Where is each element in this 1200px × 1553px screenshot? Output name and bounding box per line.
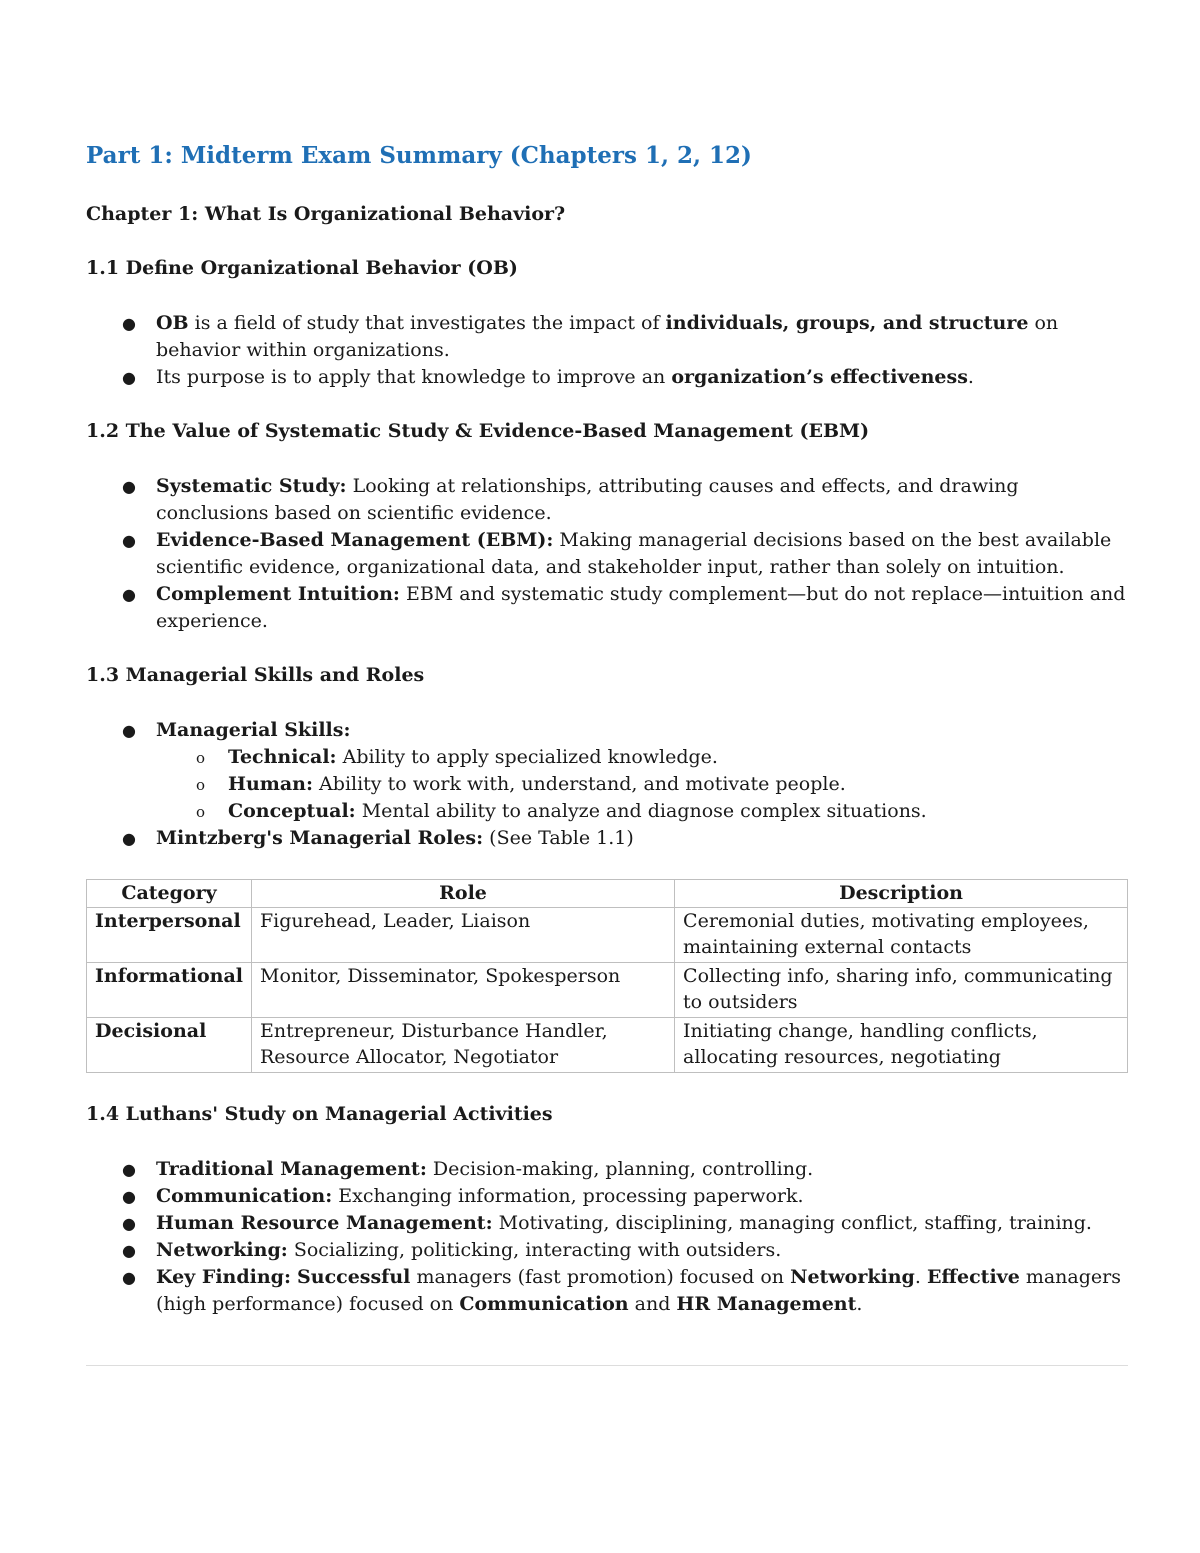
bullet-icon: ● [122,1268,136,1287]
table-header-row [87,880,1128,908]
section-1-3-list [86,717,1128,852]
bullet-icon: ● [122,1160,136,1179]
table-cell: Decisional [87,1018,252,1073]
column-header: Role [251,880,674,908]
list-item [86,1237,1128,1264]
skills-sublist [156,744,1128,825]
part-title: Part 1: Midterm Exam Summary (Chapters 1, 2, 12) [86,142,752,169]
text: Socializing, politicking, interacting with outsiders. [287,1239,782,1261]
text: on behavior within organizations. [156,312,1059,361]
term: Communication: [156,1185,333,1207]
term: Human Resource Management: [156,1212,493,1234]
bullet-icon: ● [122,477,136,496]
section-1-2-list [86,473,1128,635]
text: is a field of study that investigates the impact of [188,312,666,334]
column-header: Description [675,880,1128,908]
list-item [86,581,1128,635]
list-item [86,473,1128,527]
text: Ability to work with, understand, and motivate people. [313,773,846,795]
column-header: Category [87,880,252,908]
circle-bullet-icon: o [196,803,206,821]
text: EBM and systematic study complement—but do not replace—intuition and experience. [156,583,1126,632]
section-1-1-heading: 1.1 Define Organizational Behavior (OB) [86,257,518,279]
table-cell: Interpersonal [87,908,252,963]
text: Its purpose is to apply that knowledge to improve an [156,366,672,388]
list-item [86,1183,1128,1210]
circle-bullet-icon: o [196,749,206,767]
bullet-icon: ● [122,721,136,740]
bullet-icon: ● [122,368,136,387]
table-row [87,908,1128,963]
term: Complement Intuition: [156,583,400,605]
list-item [86,364,1128,391]
text: Looking at relationships, attributing causes and effects, and drawing conclusions based on scientific evidence. [156,475,1019,524]
text: managers (fast promotion) focused on [410,1266,791,1288]
table-cell: Collecting info, sharing info, communicating to outsiders [675,963,1128,1018]
section-1-1-list [86,310,1128,391]
text: managers (high performance) focused on [156,1266,1121,1315]
term: Technical: [228,746,337,768]
text: . [967,366,974,388]
text: Exchanging information, processing paperwork. [332,1185,804,1207]
table-row [87,1018,1128,1073]
bullet-icon: ● [122,1187,136,1206]
list-item [86,717,1128,825]
section-1-4-list [86,1156,1128,1318]
table-cell: Ceremonial duties, motivating employees, maintaining external contacts [675,908,1128,963]
term: Communication [459,1293,629,1315]
term: Successful [297,1266,411,1288]
term: Conceptual: [228,800,356,822]
table-cell: Monitor, Disseminator, Spokesperson [251,963,674,1018]
list-item [86,1156,1128,1183]
term: Networking: [156,1239,288,1261]
list-item [86,825,1128,852]
section-1-2-heading: 1.2 The Value of Systematic Study & Evidence-Based Management (EBM) [86,420,870,442]
table-row [87,963,1128,1018]
text: Mental ability to analyze and diagnose complex situations. [355,800,927,822]
term: Systematic Study: [156,475,347,497]
term: individuals, groups, and structure [665,312,1029,334]
bullet-icon: ● [122,1241,136,1260]
sublist-item [156,744,1128,771]
section-1-3-heading: 1.3 Managerial Skills and Roles [86,664,425,686]
table-cell: Entrepreneur, Disturbance Handler, Resource Allocator, Negotiator [251,1018,674,1073]
term: Traditional Management: [156,1158,427,1180]
bullet-icon: ● [122,314,136,333]
text: Decision-making, planning, controlling. [426,1158,814,1180]
term: Managerial Skills: [156,719,351,741]
term: OB [156,312,189,334]
bullet-icon: ● [122,585,136,604]
sublist-item [156,798,1128,825]
list-item [86,1210,1128,1237]
text: (See Table 1.1) [483,827,634,849]
text: Motivating, disciplining, managing conflict, staffing, training. [492,1212,1092,1234]
text: Making managerial decisions based on the best available scientific evidence, organizational data, and stakeholder input, rather than solely on intuition. [156,529,1112,578]
term: Mintzberg's Managerial Roles: [156,827,484,849]
bullet-icon: ● [122,829,136,848]
list-item-key-finding [86,1264,1128,1318]
horizontal-divider [86,1365,1128,1366]
table-cell: Initiating change, handling conflicts, allocating resources, negotiating [675,1018,1128,1073]
term: Key Finding: [156,1266,291,1288]
term: Human: [228,773,314,795]
section-1-4-heading: 1.4 Luthans' Study on Managerial Activities [86,1103,553,1125]
term: Networking [790,1266,915,1288]
list-item [86,310,1128,364]
bullet-icon: ● [122,1214,136,1233]
text: and [628,1293,677,1315]
text: . [856,1293,863,1315]
table-cell: Informational [87,963,252,1018]
term: Effective [926,1266,1020,1288]
term: organization’s effectiveness [671,366,968,388]
list-item [86,527,1128,581]
table-cell: Figurehead, Leader, Liaison [251,908,674,963]
sublist-item [156,771,1128,798]
text: Ability to apply specialized knowledge. [336,746,718,768]
term: HR Management [676,1293,857,1315]
bullet-icon: ● [122,531,136,550]
text: . [914,1266,927,1288]
circle-bullet-icon: o [196,776,206,794]
term: Evidence-Based Management (EBM): [156,529,554,551]
chapter-title: Chapter 1: What Is Organizational Behavior? [86,203,566,225]
mintzberg-roles-table [86,879,1128,1073]
